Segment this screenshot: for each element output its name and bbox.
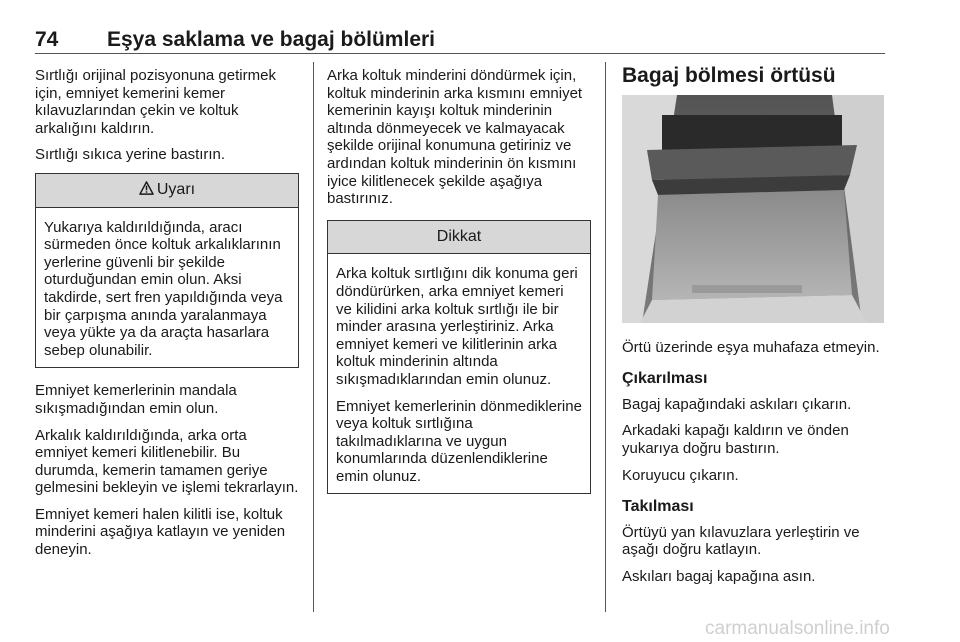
paragraph: Emniyet kemeri halen kilitli ise, koltuk minderini aşağıya katlayın ve yeniden deneyin. [35, 505, 286, 559]
warning-title: Uyarı [156, 180, 196, 198]
column-right [622, 64, 886, 595]
paragraph: Askıları bagaj kapağına asın. [622, 567, 816, 585]
notice-box-header [328, 221, 590, 255]
paragraph: Sırtlığı orijinal pozisyonuna getirmek için, emniyet kemerini kemer kılavuzlarından çekin ve koltuk arkalığını kaldırın. [35, 67, 276, 137]
column-divider-right [605, 62, 606, 612]
warning-triangle-icon [139, 181, 154, 195]
watermark: carmanualsonline.info [705, 618, 890, 639]
notice-box [327, 220, 591, 495]
paragraph: Örtüyü yan kılavuzlara yerleştirin ve aşağı doğru katlayın. [622, 523, 860, 559]
paragraph: Sırtlığı sıkıca yerine bastırın. [35, 146, 226, 164]
header-divider [35, 53, 885, 54]
cargo-cover-photo [622, 95, 884, 323]
paragraph: Bagaj kapağındaki askıları çıkarın. [622, 395, 852, 413]
paragraph: Arka koltuk minderini döndürmek için, koltuk minderinin arka kısmını emniyet kemerinin kayışı koltuk minderinin altında dönmeyecek ve kalmayacak şekilde orijinal konumuna getiriniz ve ardından koltuk minderinin ön kısmını iyice kilitlenecek şekilde aşağıya bastırınız. [327, 67, 583, 208]
removal-heading: Çıkarılması [622, 370, 708, 388]
page-header [35, 28, 885, 52]
column-divider-left [313, 62, 314, 612]
page-number: 74 [35, 28, 59, 51]
paragraph: Koruyucu çıkarın. [622, 466, 739, 484]
paragraph: Arkadaki kapağı kaldırın ve önden yukarıya doğru bastırın. [622, 422, 849, 457]
warning-box-header [36, 174, 298, 208]
warning-box [35, 173, 299, 368]
column-left [35, 67, 299, 568]
chapter-title: Eşya saklama ve bagaj bölümleri [107, 28, 436, 51]
warning-text: Yukarıya kaldırıldığında, aracı sürmeden önce koltuk arkalıklarının yerlerine güvenli bir şekilde oturduğundan emin olun. Aksi takdirde, sert fren yapıldığında veya bir çarpışma anında yaralanmaya veya yükte ya da araçta hasarlara sebep olunabilir. [44, 218, 283, 359]
paragraph: Emniyet kemerlerinin mandala sıkışmadığından emin olun. [35, 382, 237, 417]
paragraph: Arkalık kaldırıldığında, arka orta emniyet kemeri kilitlenebilir. Bu durumda, kemerin tamamen geriye gelmesini bekleyin ve işlemi tekrarlayın. [35, 426, 299, 497]
notice-text: Emniyet kemerlerinin dönmediklerine veya koltuk sırtlığına takılmadıklarına ve uygun konumlarında düzenlendiklerine emin olunuz. [336, 397, 582, 485]
paragraph: Örtü üzerinde eşya muhafaza etmeyin. [622, 338, 880, 356]
installation-heading: Takılması [622, 498, 694, 516]
notice-title: Dikkat [436, 227, 482, 245]
notice-text: Arka koltuk sırtlığını dik konuma geri döndürürken, arka emniyet kemeri ve kilidini arka koltuk sırtlığı ile bir minder arasına yerleştiriniz. Arka emniyet kemeri ve kilitlerinin arka koltuk minderinin altında sıkışmadıklarından emin olunuz. [336, 265, 578, 388]
section-title: Bagaj bölmesi örtüsü [622, 64, 836, 87]
column-middle [327, 67, 591, 494]
